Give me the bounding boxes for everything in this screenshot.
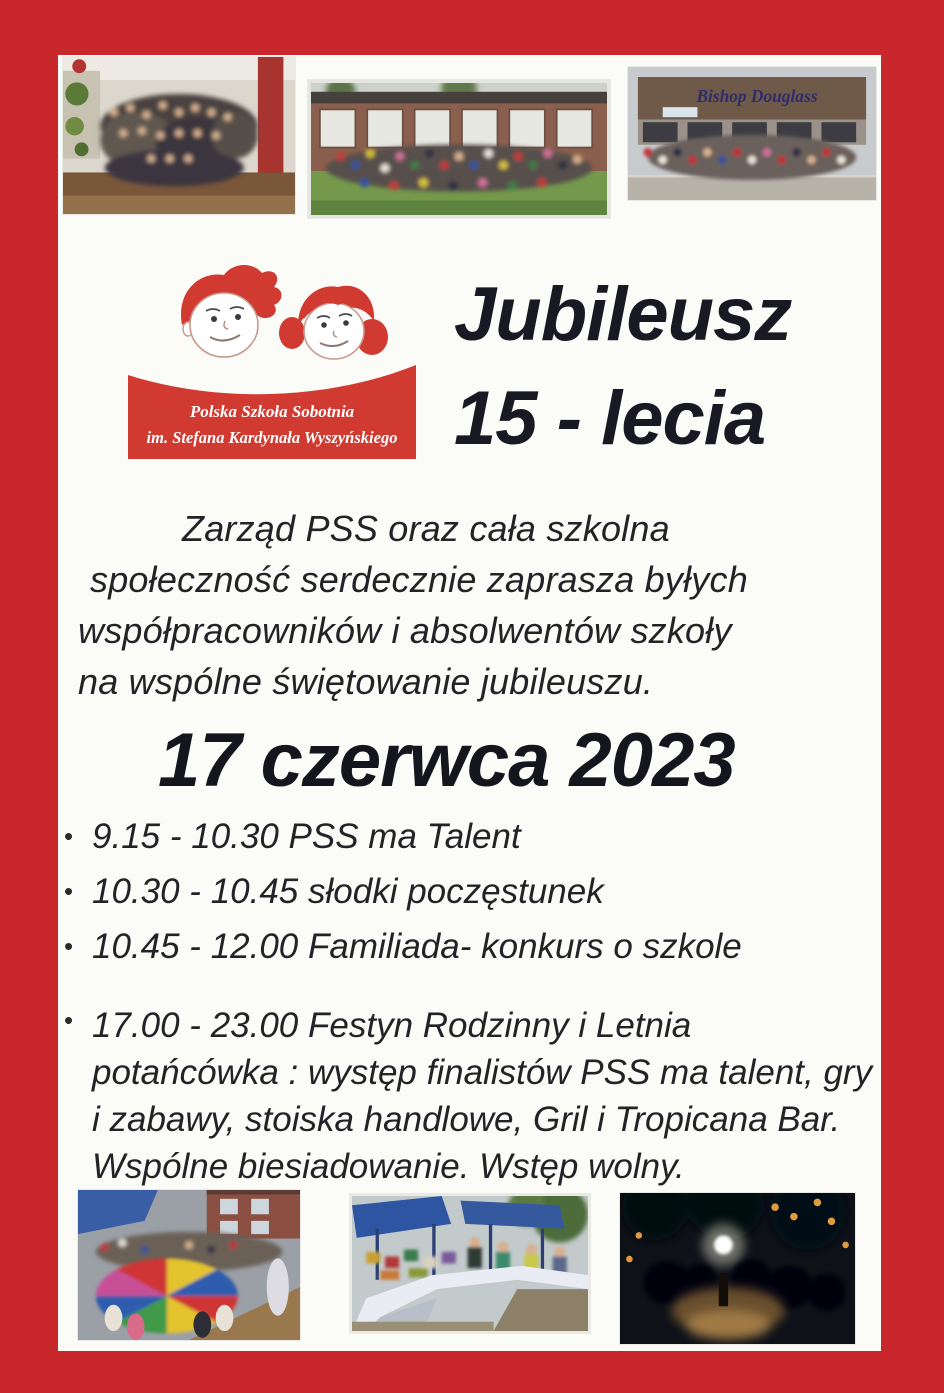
photo-school-lawn-group <box>308 80 610 218</box>
bullet-dot: • <box>64 876 74 906</box>
schedule-item-text: 10.30 - 10.45 słodki poczęstunek <box>92 872 604 911</box>
evening-event-line: potańcówka : występ finalistów PSS ma talent, gry <box>92 1053 873 1092</box>
photo-evening-art <box>620 1193 855 1344</box>
logo-banner <box>128 365 416 459</box>
photo-festival-stalls <box>350 1194 590 1333</box>
photo-staff-group <box>63 57 295 214</box>
evening-event-line: i zabawy, stoiska handlowe, Gril i Tropicana Bar. <box>92 1100 841 1139</box>
schedule-item <box>64 818 876 855</box>
schedule-item-text: 10.45 - 12.00 Familiada- konkurs o szkole <box>92 927 742 966</box>
photo-staff-group-art <box>63 57 295 214</box>
poster <box>58 55 881 1351</box>
morning-schedule-list <box>64 818 876 983</box>
crowd <box>100 94 258 186</box>
photo-bishop-douglass-art <box>628 67 876 200</box>
photo-stalls-art <box>352 1196 588 1331</box>
title-line-2: 15 - lecia <box>454 376 766 461</box>
photo-school-lawn-art <box>311 83 607 215</box>
evening-event-line: Wspólne biesiadowanie. Wstęp wolny. <box>92 1147 685 1186</box>
invitation-line: Zarząd PSS oraz cała szkolna <box>182 508 670 549</box>
photo-bishop-douglass-group <box>628 67 876 200</box>
crowd <box>326 145 592 192</box>
bullet-dot: • <box>64 1005 74 1035</box>
logo-school-name-line1: Polska Szkoła Sobotnia <box>189 402 355 421</box>
evening-event-line: 17.00 - 23.00 Festyn Rodzinny i Letnia <box>92 1006 692 1045</box>
poster-title <box>454 263 878 471</box>
bullet-dot: • <box>64 821 74 851</box>
evening-event-text <box>92 1002 872 1190</box>
logo-children-heads <box>181 265 388 359</box>
bright-light <box>702 1224 744 1266</box>
photo-parachute-art <box>78 1190 300 1340</box>
schedule-item <box>64 873 876 910</box>
invitation-line: na wspólne świętowanie jubileuszu. <box>78 661 654 702</box>
bishop-douglass-sign: Bishop Douglass <box>696 86 818 107</box>
invitation-line: współpracowników i absolwentów szkoły <box>78 610 732 651</box>
title-line-1: Jubileusz <box>454 272 792 357</box>
photo-parachute-game <box>78 1190 300 1340</box>
school-logo-art <box>116 255 428 467</box>
logo-school-name-line2: im. Stefana Kardynała Wyszyńskiego <box>146 428 398 447</box>
school-logo <box>116 255 428 467</box>
invitation-text <box>74 503 874 707</box>
bullet-dot: • <box>64 931 74 961</box>
evening-event-list <box>64 1002 876 1208</box>
invitation-line: społeczność serdecznie zaprasza byłych <box>90 559 748 600</box>
photo-evening-dance <box>620 1193 855 1344</box>
schedule-item <box>64 928 876 965</box>
event-date-heading: 17 czerwca 2023 <box>158 718 735 803</box>
schedule-item-text: 9.15 - 10.30 PSS ma Talent <box>92 817 521 856</box>
evening-event-item <box>64 1002 876 1190</box>
